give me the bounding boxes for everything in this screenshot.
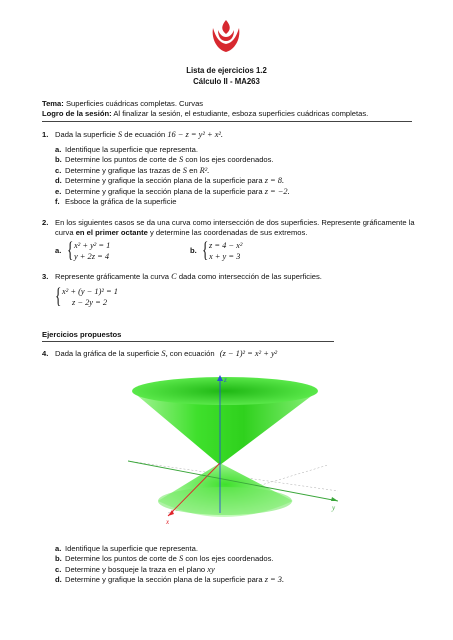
header-divider xyxy=(42,121,412,122)
list-item: e. Determine y grafique la sección plana de la superficie para z = −2. xyxy=(55,186,290,196)
x-axis-label: x xyxy=(166,518,170,526)
question-2: 2. En los siguientes casos se da una curva como intersección de dos superficies. Represente gráficamente la curva en el primer octante y determine las coordenadas de sus extremos. xyxy=(42,218,415,237)
question-1: 1. Dada la superficie S de ecuación 16 − z = y² + x². xyxy=(42,130,224,139)
propuestos-title: Ejercicios propuestos xyxy=(42,330,122,339)
list-item: d. Determine y grafique la sección plana de la superficie para z = 8. xyxy=(55,176,285,186)
list-item: f. Esboce la gráfica de la superficie xyxy=(55,196,177,206)
question-4-items xyxy=(55,544,415,586)
question-3: 3. Represente gráficamente la curva C dada como intersección de las superficies. xyxy=(42,272,322,281)
question-1-items xyxy=(55,145,415,207)
tema-line: Tema: Superficies cuádricas completas. Curvas xyxy=(42,99,204,108)
list-item: a. Identifique la superficie que representa. xyxy=(55,145,198,154)
upc-logo-icon xyxy=(209,18,243,56)
double-cone-figure xyxy=(128,373,338,533)
list-item: b. Determine los puntos de corte de S con los ejes coordenados. xyxy=(55,155,274,165)
tema-text: Superficies cuádricas completas. Curvas xyxy=(65,99,204,108)
question-4: 4. Dada la gráfica de la superficie S, con ecuación (z − 1)² = x² + y² xyxy=(42,349,278,358)
course-code: Cálculo II - MA263 xyxy=(193,77,260,86)
logro-text: Al finalizar la sesión, el estudiante, esboza superficies cuádricas completas. xyxy=(113,109,369,118)
list-item: b. Determine los puntos de corte de S con los ejes coordenados. xyxy=(55,554,274,564)
list-item: d. Determine y grafique la sección plana de la superficie para z = 3. xyxy=(55,575,285,585)
z-axis-label: z xyxy=(224,376,227,384)
list-item: a. Identifique la superficie que representa. xyxy=(55,544,198,553)
list-item: c. Determine y grafique las trazas de S en R². xyxy=(55,165,210,175)
propuestos-divider xyxy=(42,341,334,342)
y-axis-label: y xyxy=(332,504,336,512)
lower-cone-base xyxy=(158,487,292,515)
document-title: Lista de ejercicios 1.2 xyxy=(186,66,267,75)
logro-line: Logro de la sesión: Al finalizar la sesión, el estudiante, esboza superficies cuádricas completas. xyxy=(42,109,369,118)
list-item: c. Determine y bosqueje la traza en el plano xy xyxy=(55,564,215,574)
